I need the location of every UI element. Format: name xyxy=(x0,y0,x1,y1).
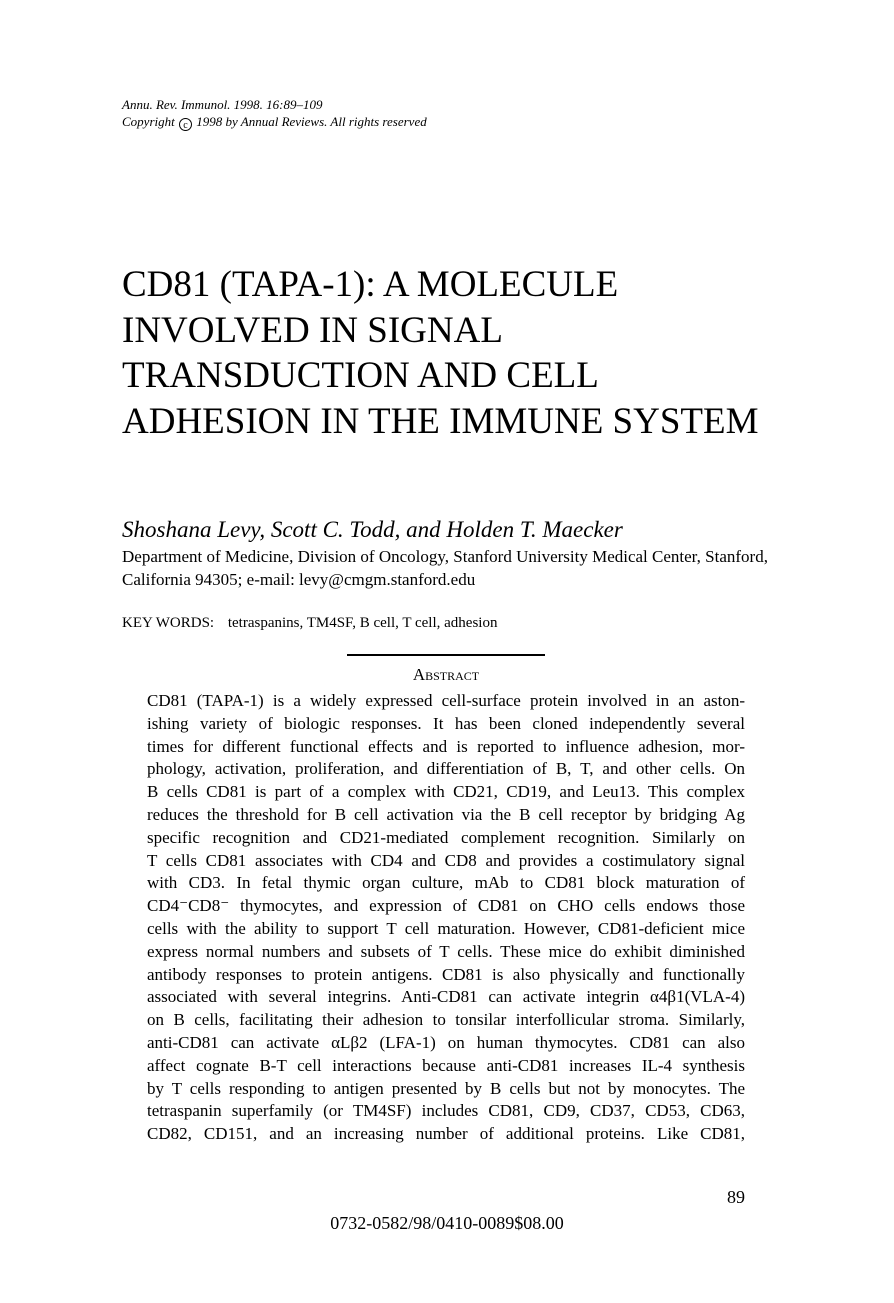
abstract-rule xyxy=(347,654,545,656)
abstract-line: CD81 (TAPA-1) is a widely expressed cell-surface protein involved in an aston- xyxy=(147,691,745,710)
abstract-body xyxy=(147,690,745,1146)
abstract-line: CD4⁻CD8⁻ thymocytes, and expression of CD81 on CHO cells endows those xyxy=(147,896,745,916)
copyright-line xyxy=(122,113,427,131)
abstract-line: by T cells responding to antigen presented by B cells but not by monocytes. The xyxy=(147,1078,745,1098)
keywords xyxy=(122,613,497,633)
abstract-line: ishing variety of biologic responses. It has been cloned independently several xyxy=(147,713,745,733)
paper-title: CD81 (TAPA-1): A MOLECULE INVOLVED IN SIGNAL TRANSDUCTION AND CELL ADHESION IN THE IMMUNE SYSTEM xyxy=(122,264,759,442)
abstract-line: CD82, CD151, and an increasing number of additional proteins. Like CD81, xyxy=(147,1124,745,1144)
author-affiliation: Department of Medicine, Division of Oncology, Stanford University Medical Center, Stanford, California 94305; e-mail: levy@cmgm.stanford.edu xyxy=(122,547,768,589)
journal-citation: Annu. Rev. Immunol. 1998. 16:89–109 xyxy=(122,97,323,112)
price-code: 0732-0582/98/0410-0089$08.00 xyxy=(330,1213,564,1233)
abstract-line: B cells CD81 is part of a complex with CD21, CD19, and Leu13. This complex xyxy=(147,782,745,802)
abstract-line: tetraspanin superfamily (or TM4SF) includes CD81, CD9, CD37, CD53, CD63, xyxy=(147,1101,745,1121)
author-list: Shoshana Levy, Scott C. Todd, and Holden T. Maecker xyxy=(122,517,623,542)
abstract-line: express normal numbers and subsets of T cells. These mice do exhibit diminished xyxy=(147,941,745,961)
abstract-line: cells with the ability to support T cell maturation. However, CD81-deficient mice xyxy=(147,918,745,938)
abstract-line: associated with several integrins. Anti-CD81 can activate integrin α4β1(VLA-4) xyxy=(147,987,745,1007)
keywords-label: KEY WORDS: xyxy=(122,615,215,631)
abstract-line: on B cells, facilitating their adhesion to tonsilar interfollicular stroma. Similarly, xyxy=(147,1010,745,1030)
abstract-line: phology, activation, proliferation, and differentiation of B, T, and other cells. On xyxy=(147,759,745,779)
page-number: 89 xyxy=(727,1187,745,1207)
abstract-line: specific recognition and CD21-mediated complement recognition. Similarly on xyxy=(147,827,745,847)
abstract-line: affect cognate B-T cell interactions because anti-CD81 increases IL-4 synthesis xyxy=(147,1055,745,1075)
abstract-line: antibody responses to protein antigens. CD81 is also physically and functionally xyxy=(147,964,745,984)
abstract-heading: Abstract xyxy=(412,665,480,684)
copyright-symbol-icon: c xyxy=(179,118,192,131)
abstract-line: T cells CD81 associates with CD4 and CD8 and provides a costimulatory signal xyxy=(147,850,745,870)
copyright-word: Copyright xyxy=(122,114,175,129)
journal-header xyxy=(122,96,427,131)
keywords-value: tetraspanins, TM4SF, B cell, T cell, adhesion xyxy=(227,615,498,631)
abstract-line: anti-CD81 can activate αLβ2 (LFA-1) on human thymocytes. CD81 can also xyxy=(147,1032,745,1052)
copyright-rest: 1998 by Annual Reviews. All rights reserved xyxy=(196,114,427,129)
abstract-line: reduces the threshold for B cell activation via the B cell receptor by bridging Ag xyxy=(147,804,745,824)
abstract-line: times for different functional effects and is reported to influence adhesion, mor- xyxy=(147,736,745,756)
abstract-line: with CD3. In fetal thymic organ culture, mAb to CD81 block maturation of xyxy=(147,873,745,893)
